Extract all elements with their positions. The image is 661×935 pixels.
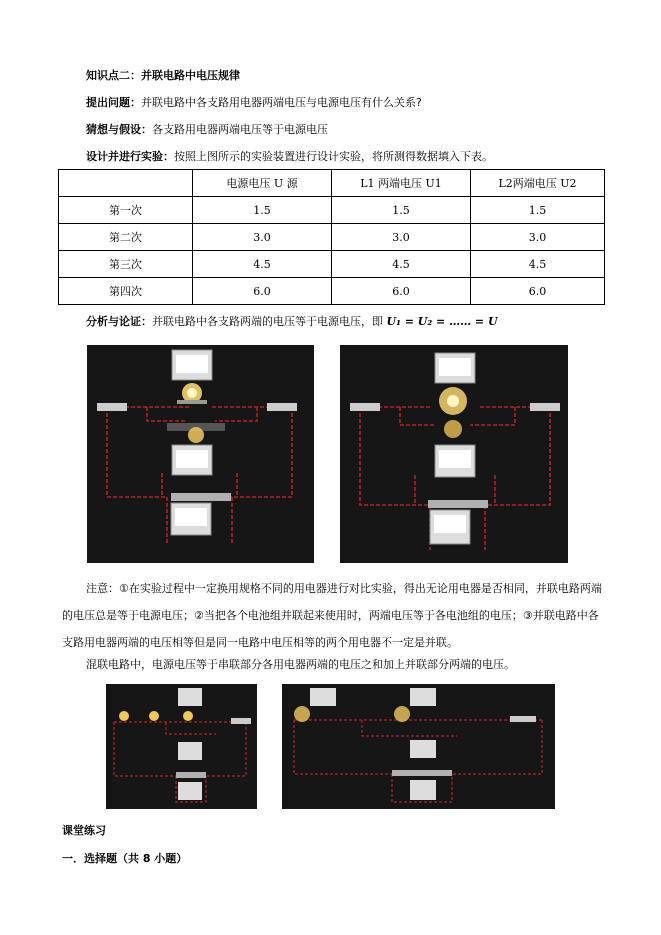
section-heading: 知识点二：并联电路中电压规律 (86, 69, 240, 82)
hypothesis-label: 猜想与假设： (86, 123, 152, 136)
table-cell: 3.0 (332, 224, 471, 251)
table-row (59, 278, 605, 305)
table-header-row (59, 170, 605, 197)
table-header-cell: L1 两端电压 U1 (332, 170, 471, 197)
choice-section-heading: 一．选择题（共 8 小题） (62, 852, 188, 865)
table-cell: 3.0 (193, 224, 332, 251)
question-text: 并联电路中各支路用电器两端电压与电源电压有什么关系? (141, 96, 422, 109)
circuit-photo-2 (340, 345, 568, 563)
table-cell: 1.5 (193, 197, 332, 224)
note-paragraph: 注意：①在实验过程中一定换用规格不同的用电器进行对比实验，得出无论用电器是否相同，并联电路两端的电压总是等于电源电压；②当把各个电池组并联起来使用时，两端电压等于各电池组的电压；③并联电路中各支路用电器两端的电压相等但是同一电路中电压相等的两个用电器不一定是并联。 (62, 582, 602, 649)
table-cell: 1.5 (471, 197, 605, 224)
voltage-formula: U₁ = U₂ = …… = U (386, 315, 498, 328)
table-cell: 6.0 (332, 278, 471, 305)
table-cell: 4.5 (332, 251, 471, 278)
analysis-text: 并联电路中各支路两端的电压等于电源电压，即 (152, 315, 383, 328)
table-row (59, 224, 605, 251)
table-row (59, 197, 605, 224)
mixed-circuit-paragraph: 混联电路中，电源电压等于串联部分各用电器两端的电压之和加上并联部分两端的电压。 (86, 658, 515, 671)
design-text: 按照上图所示的实验装置进行设计实验，将所测得数据填入下表。 (174, 150, 493, 163)
question-label: 提出问题： (86, 96, 141, 109)
table-header-cell: L2两端电压 U2 (471, 170, 605, 197)
practice-heading: 课堂练习 (62, 824, 106, 837)
analysis-label: 分析与论证： (86, 315, 152, 328)
hypothesis-text: 各支路用电器两端电压等于电源电压 (152, 123, 328, 136)
table-cell: 3.0 (471, 224, 605, 251)
circuit-photo-4 (282, 684, 555, 809)
question-line (86, 95, 422, 111)
design-line (86, 149, 493, 165)
table-cell: 4.5 (193, 251, 332, 278)
table-cell: 6.0 (193, 278, 332, 305)
table-header-cell: 电源电压 U 源 (193, 170, 332, 197)
table-cell: 第一次 (59, 197, 193, 224)
table-cell: 6.0 (471, 278, 605, 305)
table-row (59, 251, 605, 278)
design-label: 设计并进行实验： (86, 150, 174, 163)
table-cell: 1.5 (332, 197, 471, 224)
table-cell: 第四次 (59, 278, 193, 305)
table-cell: 第二次 (59, 224, 193, 251)
analysis-line (86, 314, 498, 330)
table-cell: 4.5 (471, 251, 605, 278)
data-table (58, 169, 605, 305)
table-cell: 第三次 (59, 251, 193, 278)
table-header-cell (59, 170, 193, 197)
circuit-photo-1 (87, 345, 314, 563)
hypothesis-line (86, 122, 328, 138)
circuit-photo-3 (106, 684, 257, 809)
